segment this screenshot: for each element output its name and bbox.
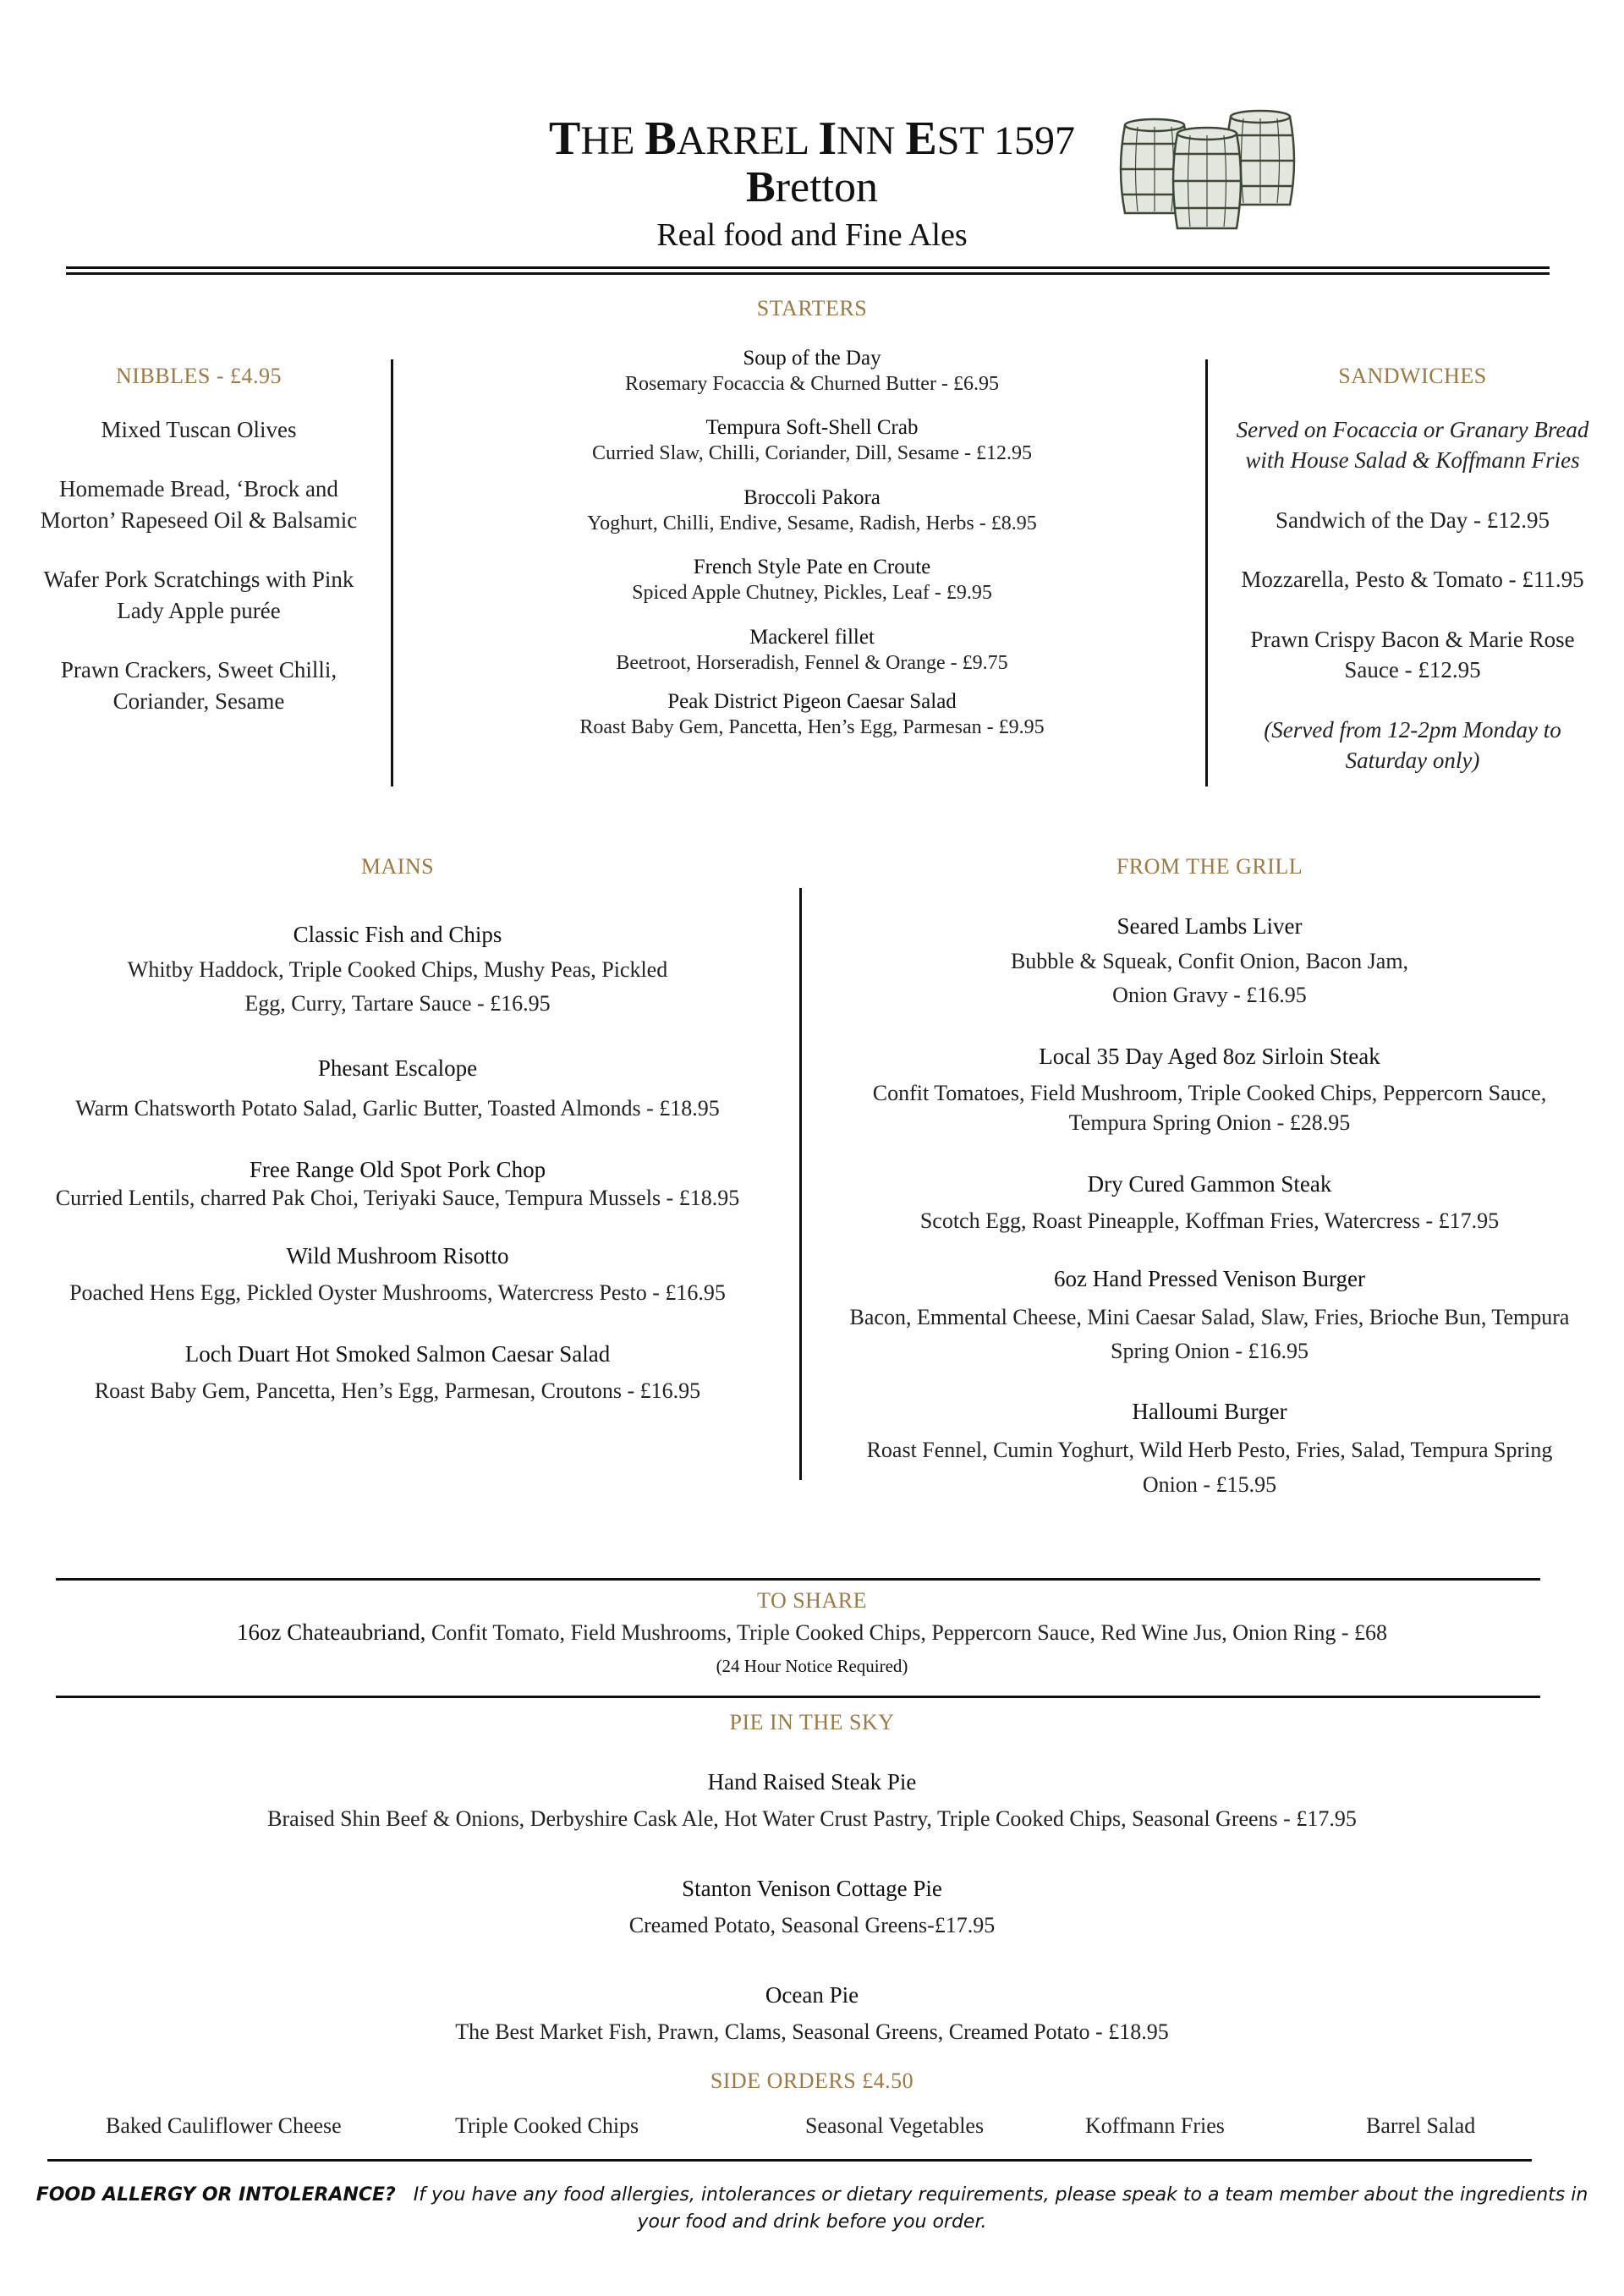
item-title: Halloumi Burger bbox=[1132, 1399, 1287, 1425]
starters-list bbox=[474, 347, 1150, 759]
item-description: Roast Fennel, Cumin Yoghurt, Wild Herb Pesto, Fries, Salad, Tempura Spring Onion - £15.95 bbox=[866, 1438, 1553, 1497]
item-description: Warm Chatsworth Potato Salad, Garlic Butter, Toasted Almonds - £18.95 bbox=[75, 1095, 720, 1121]
list-item bbox=[829, 1399, 1590, 1502]
list-item: Mixed Tuscan Olives bbox=[101, 417, 297, 442]
list-item: Prawn Crackers, Sweet Chilli, Coriander, Sesame bbox=[60, 657, 337, 714]
list-item bbox=[829, 1171, 1590, 1236]
sandwiches-section bbox=[1226, 364, 1599, 776]
item-title: Hand Raised Steak Pie bbox=[707, 1769, 917, 1795]
item-title: Seared Lambs Liver bbox=[1116, 913, 1303, 939]
sandwiches-intro: Served on Focaccia or Granary Bread with House Salad & Koffmann Fries bbox=[1236, 417, 1589, 474]
item-title: Tempura Soft-Shell Crab bbox=[705, 416, 919, 440]
column-divider bbox=[799, 888, 802, 1480]
list-item bbox=[474, 416, 1150, 467]
pie-section bbox=[0, 1710, 1624, 2070]
item-title: Broccoli Pakora bbox=[743, 485, 881, 509]
sides-section bbox=[0, 2069, 1624, 2138]
list-item: Mozzarella, Pesto & Tomato - £11.95 bbox=[1241, 567, 1584, 593]
list-item bbox=[0, 1982, 1624, 2047]
list-item bbox=[474, 486, 1150, 537]
starters-heading: STARTERS bbox=[756, 296, 868, 321]
item-description: Beetroot, Horseradish, Fennel & Orange - £9.75 bbox=[616, 651, 1008, 674]
item-title: Loch Duart Hot Smoked Salmon Caesar Salad bbox=[184, 1340, 611, 1367]
mains-section bbox=[17, 854, 778, 1429]
share-item bbox=[0, 1617, 1624, 1647]
barrels-icon bbox=[1116, 101, 1303, 237]
nibbles-section bbox=[34, 364, 364, 716]
item-description: Roast Baby Gem, Pancetta, Hen’s Egg, Parmesan, Croutons - £16.95 bbox=[94, 1378, 701, 1403]
side-item: Koffmann Fries bbox=[1085, 2113, 1225, 2138]
list-item bbox=[474, 626, 1150, 677]
item-description: Whitby Haddock, Triple Cooked Chips, Mushy Peas, Pickled Egg, Curry, Tartare Sauce - £16.95 bbox=[127, 957, 668, 1016]
item-title: Mackerel fillet bbox=[749, 625, 875, 649]
list-item bbox=[17, 1055, 778, 1123]
item-title: Free Range Old Spot Pork Chop bbox=[249, 1156, 546, 1182]
share-note: (24 Hour Notice Required) bbox=[716, 1656, 908, 1677]
list-item bbox=[474, 690, 1150, 741]
item-description: Confit Tomato, Field Mushrooms, Triple Cooked Chips, Peppercorn Sauce, Red Wine Jus, Onion Ring - £68 bbox=[425, 1620, 1387, 1645]
sides-heading: SIDE ORDERS £4.50 bbox=[710, 2069, 914, 2093]
list-item bbox=[0, 1876, 1624, 1940]
item-description: Confit Tomatoes, Field Mushroom, Triple Cooked Chips, Peppercorn Sauce, Tempura Spring Onion - £28.95 bbox=[872, 1080, 1547, 1135]
item-title: Classic Fish and Chips bbox=[293, 922, 502, 947]
sandwiches-heading: SANDWICHES bbox=[1338, 364, 1487, 388]
item-description: Rosemary Focaccia & Churned Butter - £6.95 bbox=[625, 373, 999, 395]
item-title: 16oz Chateaubriand, bbox=[237, 1619, 426, 1645]
restaurant-title: THE BARREL INN EST 1597 bbox=[549, 112, 1075, 165]
item-title: Peak District Pigeon Caesar Salad bbox=[667, 689, 957, 713]
item-description: Roast Baby Gem, Pancetta, Hen’s Egg, Parmesan - £9.95 bbox=[579, 715, 1045, 738]
side-item: Baked Cauliflower Cheese bbox=[106, 2113, 342, 2138]
divider-line bbox=[66, 272, 1550, 275]
item-description: Spiced Apple Chutney, Pickles, Leaf - £9.95 bbox=[632, 582, 992, 605]
list-item bbox=[474, 347, 1150, 397]
list-item bbox=[17, 1157, 778, 1213]
item-title: Local 35 Day Aged 8oz Sirloin Steak bbox=[1039, 1043, 1380, 1069]
divider-line bbox=[66, 266, 1550, 269]
item-description: Creamed Potato, Seasonal Greens-£17.95 bbox=[628, 1913, 996, 1938]
item-description: Yoghurt, Chilli, Endive, Sesame, Radish, Herbs - £8.95 bbox=[587, 512, 1037, 534]
tagline: Real food and Fine Ales bbox=[656, 217, 968, 253]
section-divider bbox=[47, 2159, 1532, 2162]
item-description: Poached Hens Egg, Pickled Oyster Mushrooms, Watercress Pesto - £16.95 bbox=[69, 1280, 726, 1305]
item-title: Soup of the Day bbox=[743, 347, 881, 370]
mains-heading: MAINS bbox=[360, 854, 435, 879]
grill-section bbox=[829, 854, 1590, 1526]
item-description: Braised Shin Beef & Onions, Derbyshire Cask Ale, Hot Water Crust Pastry, Triple Cooked Chips, Seasonal Greens - £17.95 bbox=[267, 1806, 1357, 1831]
item-description: Bubble & Squeak, Confit Onion, Bacon Jam, Onion Gravy - £16.95 bbox=[1010, 949, 1409, 1008]
side-item: Barrel Salad bbox=[1366, 2113, 1476, 2138]
list-item bbox=[17, 1341, 778, 1406]
item-title: Ocean Pie bbox=[765, 1982, 859, 2008]
column-divider bbox=[391, 359, 393, 786]
allergy-label: FOOD ALLERGY OR INTOLERANCE? bbox=[36, 2184, 396, 2206]
sandwiches-note: (Served from 12-2pm Monday to Saturday only) bbox=[1264, 716, 1561, 774]
side-item: Seasonal Vegetables bbox=[805, 2113, 985, 2138]
location-name: Bretton bbox=[746, 163, 878, 211]
item-description: Bacon, Emmental Cheese, Mini Caesar Salad, Slaw, Fries, Brioche Bun, Tempura Spring Onion - £16.95 bbox=[849, 1304, 1570, 1364]
item-title: French Style Pate en Croute bbox=[693, 556, 931, 579]
list-item: Homemade Bread, ‘Brock and Morton’ Rapeseed Oil & Balsamic bbox=[40, 476, 358, 533]
share-section bbox=[0, 1588, 1624, 1677]
item-description: Scotch Egg, Roast Pineapple, Koffman Fries, Watercress - £17.95 bbox=[919, 1208, 1500, 1233]
allergy-text: If you have any food allergies, intolerances or dietary requirements, please speak to a team member about the ingredients in your food and drink before you order. bbox=[395, 2184, 1594, 2233]
column-divider bbox=[1205, 359, 1208, 786]
list-item bbox=[17, 922, 778, 1022]
item-title: Phesant Escalope bbox=[317, 1055, 478, 1081]
list-item: Prawn Crispy Bacon & Marie Rose Sauce - £12.95 bbox=[1250, 626, 1575, 683]
list-item bbox=[829, 1044, 1590, 1137]
item-title: Stanton Venison Cottage Pie bbox=[682, 1876, 942, 1902]
list-item: Sandwich of the Day - £12.95 bbox=[1276, 507, 1550, 533]
header-divider bbox=[66, 266, 1550, 278]
section-divider bbox=[56, 1696, 1540, 1698]
list-item bbox=[0, 1769, 1624, 1833]
list-item bbox=[829, 913, 1590, 1013]
nibbles-heading: NIBBLES - £4.95 bbox=[116, 364, 282, 388]
list-item bbox=[474, 556, 1150, 606]
item-title: 6oz Hand Pressed Venison Burger bbox=[1054, 1265, 1365, 1291]
section-divider bbox=[56, 1578, 1540, 1581]
list-item bbox=[17, 1243, 778, 1307]
share-heading: TO SHARE bbox=[757, 1588, 867, 1613]
side-item: Triple Cooked Chips bbox=[455, 2113, 639, 2138]
item-title: Dry Cured Gammon Steak bbox=[1087, 1170, 1332, 1197]
list-item bbox=[829, 1266, 1590, 1369]
grill-heading: FROM THE GRILL bbox=[1116, 854, 1303, 879]
item-description: Curried Slaw, Chilli, Coriander, Dill, Sesame - £12.95 bbox=[591, 442, 1033, 465]
list-item: Wafer Pork Scratchings with Pink Lady Apple purée bbox=[43, 567, 354, 623]
item-description: Curried Lentils, charred Pak Choi, Teriyaki Sauce, Tempura Mussels - £18.95 bbox=[55, 1185, 740, 1210]
item-description: The Best Market Fish, Prawn, Clams, Seasonal Greens, Creamed Potato - £18.95 bbox=[455, 2019, 1169, 2045]
item-title: Wild Mushroom Risotto bbox=[286, 1242, 509, 1269]
allergy-notice bbox=[34, 2182, 1594, 2236]
pie-heading: PIE IN THE SKY bbox=[729, 1710, 895, 1734]
